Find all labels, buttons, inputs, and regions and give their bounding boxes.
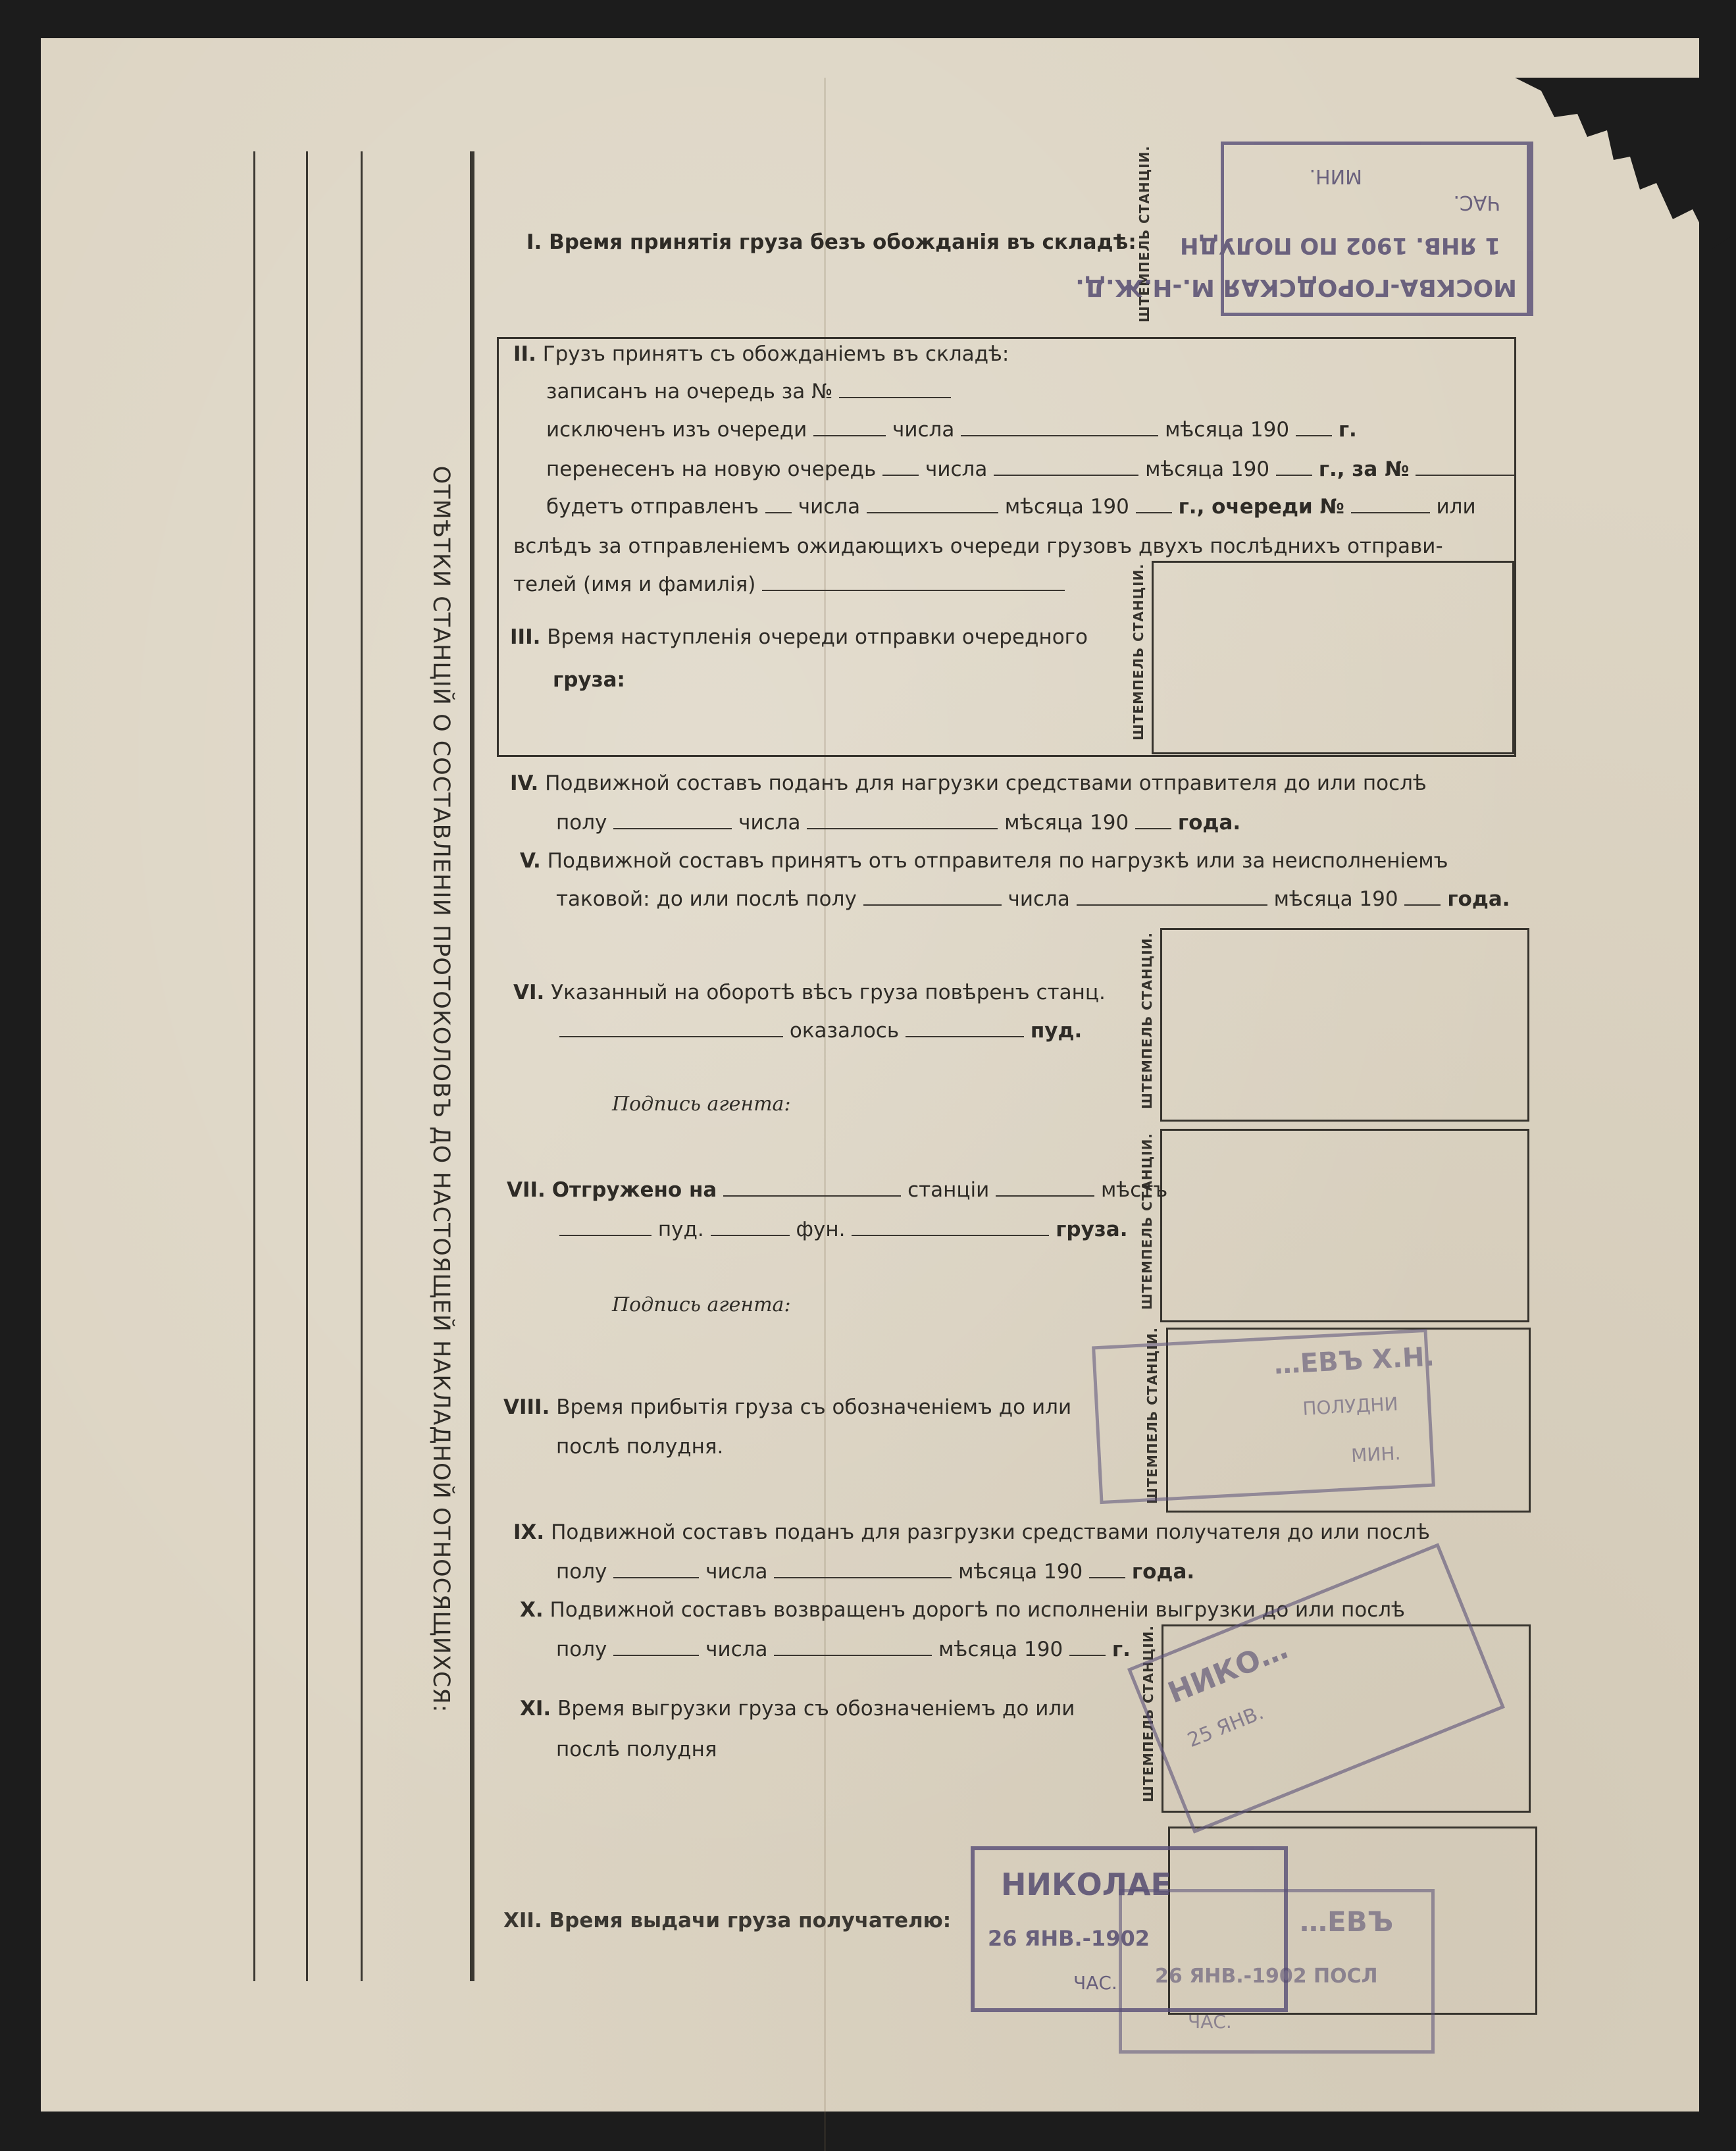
label: числа — [925, 457, 988, 481]
section-number: XII. — [503, 1909, 542, 1932]
stamp-line: 26 ЯНВ.-1902 ПОСЛ — [1155, 1965, 1378, 1988]
section-label: Подвижной составъ поданъ для разгрузки средствами получателя до или послѣ — [551, 1520, 1430, 1544]
blank-field[interactable] — [765, 498, 792, 513]
section-6-line-2 — [559, 1019, 1082, 1043]
label: мѣсяца 190 — [958, 1560, 1083, 1584]
section-number: V. — [520, 849, 541, 873]
label: полу — [556, 811, 607, 835]
section-label: Грузъ принятъ съ обожданіемъ въ складѣ: — [542, 342, 1009, 366]
section-11-line-1 — [520, 1697, 1075, 1721]
section-7-line-1 — [507, 1178, 1167, 1202]
label: числа — [738, 811, 801, 835]
label: мѣсяца 190 — [1004, 495, 1129, 519]
section-8-line-1 — [503, 1395, 1071, 1419]
label: Отгружено на — [551, 1178, 717, 1202]
label: числа — [892, 418, 955, 442]
section-label: Время выдачи груза получателю: — [549, 1909, 952, 1932]
section-label: Подвижной составъ возвращенъ дорогѣ по исполненіи выгрузки до или послѣ — [549, 1598, 1405, 1622]
section-2-line-2 — [546, 418, 1357, 442]
torn-corner — [1515, 78, 1736, 288]
section-number: X. — [520, 1598, 544, 1622]
section-number: I. — [526, 230, 542, 254]
stamp-line: ЧАС. — [1188, 2011, 1232, 2033]
stamp-line: ЧАС. — [1073, 1972, 1117, 1994]
label: оказалось — [789, 1019, 900, 1043]
stamp-box-section-6 — [1160, 928, 1529, 1122]
stamp-box-section-7 — [1160, 1129, 1529, 1322]
margin-rule-1 — [253, 151, 255, 1981]
label: пуд. — [1030, 1019, 1083, 1043]
section-label: Подвижной составъ поданъ для нагрузки средствами отправителя до или послѣ — [545, 771, 1427, 795]
blank-field[interactable] — [994, 460, 1138, 476]
section-label: Время прибытія груза съ обозначеніемъ до или — [556, 1395, 1072, 1419]
section-label: Время принятія груза безъ обожданія въ складѣ: — [549, 230, 1136, 254]
blank-field[interactable] — [961, 421, 1158, 436]
section-9-line-1 — [513, 1520, 1430, 1544]
stamp-line: 26 ЯНВ.-1902 — [988, 1926, 1150, 1951]
blank-field[interactable] — [882, 460, 919, 476]
section-label: Подвижной составъ принятъ отъ отправителя по нагрузкѣ или за неисполненіемъ — [547, 849, 1448, 873]
stamp-label: ШТЕМПЕЛЬ СТАНЦІИ. — [1144, 1326, 1160, 1504]
section-label: Время выгрузки груза съ обозначеніемъ до или — [557, 1697, 1075, 1721]
stamp-line: НИКО… — [1163, 1632, 1293, 1711]
label: мѣсяца 190 — [938, 1638, 1063, 1661]
section-2-line-1 — [546, 380, 951, 403]
section-number: VI. — [513, 981, 545, 1004]
label: исключенъ изъ очереди — [546, 418, 807, 442]
label: г., за № — [1318, 457, 1410, 481]
blank-field[interactable] — [1416, 460, 1514, 476]
label: будетъ отправленъ — [546, 495, 759, 519]
section-9-line-2 — [556, 1560, 1194, 1584]
section-5-line-2 — [556, 887, 1510, 911]
station-notes-vertical-heading: ОТМѢТКИ СТАНЦІЙ О СОСТАВЛЕНІИ ПРОТОКОЛОВЪ ДО НАСТОЯЩЕЙ НАКЛАДНОЙ ОТНОСЯЩИХСЯ: — [428, 465, 454, 1713]
label: телей (имя и фамилія) — [513, 573, 756, 596]
stamp-label: ШТЕМПЕЛЬ СТАНЦІИ. — [1140, 1624, 1156, 1802]
margin-rule-3 — [361, 151, 363, 1981]
blank-field[interactable] — [1404, 890, 1441, 906]
label: фун. — [796, 1218, 846, 1241]
section-5-line-1 — [520, 849, 1448, 873]
section-4-line-2 — [556, 811, 1240, 835]
section-7-line-2 — [559, 1218, 1128, 1241]
label: числа — [705, 1638, 768, 1661]
label: года. — [1177, 811, 1241, 835]
section-2-line-4 — [546, 495, 1476, 519]
blank-field[interactable] — [1136, 498, 1172, 513]
blank-field[interactable] — [813, 421, 886, 436]
blank-field[interactable] — [839, 382, 951, 398]
label: г. — [1338, 418, 1357, 442]
blank-field[interactable] — [559, 1022, 783, 1037]
stamp-line: …ЕВЪ — [1300, 1905, 1394, 1938]
label: полу — [556, 1560, 607, 1584]
label: мѣсяца 190 — [1165, 418, 1290, 442]
label: мѣсяца 190 — [1145, 457, 1270, 481]
label: груза. — [1056, 1218, 1128, 1241]
section-2-title — [513, 342, 1009, 366]
section-2-line-3 — [546, 457, 1514, 481]
section-8-line-2: послѣ полудня. — [556, 1435, 724, 1459]
section-3-line-1 — [510, 625, 1088, 649]
stamp-label: ШТЕМПЕЛЬ СТАНЦІИ. — [1131, 563, 1146, 740]
label: года. — [1131, 1560, 1195, 1584]
blank-field[interactable] — [906, 1022, 1024, 1037]
label: года. — [1447, 887, 1510, 911]
label: перенесенъ на новую очередь — [546, 457, 877, 481]
section-number: VII. — [507, 1178, 546, 1202]
label: станціи — [907, 1178, 990, 1202]
stamp-line: 1 ЯНВ. 1902 ПО ПОЛУДН — [1179, 232, 1500, 259]
label: мѣстъ — [1101, 1178, 1168, 1202]
label: полу — [556, 1638, 607, 1661]
blank-field[interactable] — [613, 1640, 699, 1656]
label: мѣсяца 190 — [1273, 887, 1398, 911]
section-number: II. — [513, 342, 536, 366]
agent-signature-label: Подпись агента: — [612, 1293, 791, 1316]
blank-field[interactable] — [807, 814, 998, 829]
label: числа — [705, 1560, 768, 1584]
blank-field[interactable] — [774, 1640, 932, 1656]
stamp-label: ШТЕМПЕЛЬ СТАНЦІИ. — [1139, 1132, 1155, 1310]
blank-field[interactable] — [774, 1563, 952, 1578]
margin-rule-4 — [470, 151, 474, 1981]
label: или — [1436, 495, 1476, 519]
stamp-label: ШТЕМПЕЛЬ СТАНЦІИ. — [1136, 145, 1152, 323]
blank-field[interactable] — [1276, 460, 1312, 476]
stamp-line: ПОЛУДНИ — [1302, 1393, 1399, 1420]
section-label: Указанный на оборотѣ вѣсъ груза повѣренъ станц. — [551, 981, 1106, 1004]
stamp-label: ШТЕМПЕЛЬ СТАНЦІИ. — [1139, 931, 1155, 1109]
section-6-line-1 — [513, 981, 1106, 1004]
station-stamp-section-8 — [1092, 1326, 1435, 1504]
section-number: III. — [510, 625, 541, 649]
blank-field[interactable] — [1089, 1563, 1125, 1578]
agent-signature-label: Подпись агента: — [612, 1093, 791, 1116]
blank-field[interactable] — [762, 575, 1065, 591]
section-label: Время наступленія очереди отправки очередного — [547, 625, 1088, 649]
queue-label: записанъ на очередь за № — [546, 380, 833, 403]
section-12-text — [503, 1909, 951, 1932]
section-1-text — [526, 230, 1136, 254]
stamp-line: МИН. — [1350, 1442, 1402, 1467]
blank-field[interactable] — [1351, 498, 1430, 513]
label: числа — [798, 495, 861, 519]
label: мѣсяца 190 — [1004, 811, 1129, 835]
blank-field[interactable] — [1135, 814, 1171, 829]
blank-field[interactable] — [852, 1220, 1049, 1236]
section-11-line-2: послѣ полудня — [556, 1738, 717, 1761]
blank-field[interactable] — [613, 1563, 699, 1578]
blank-field[interactable] — [711, 1220, 790, 1236]
stamp-line: ЧАС. — [1453, 191, 1500, 214]
section-3-line-2: груза: — [553, 668, 625, 692]
blank-field[interactable] — [613, 814, 732, 829]
stamp-line: МОСКВА-ГОРОДСКАЯ М.-Н.Ж.Д. — [1075, 274, 1517, 301]
blank-field[interactable] — [1077, 890, 1267, 906]
stamp-line: 25 ЯНВ. — [1184, 1701, 1267, 1753]
section-number: VIII. — [503, 1395, 550, 1419]
blank-field[interactable] — [559, 1220, 651, 1236]
section-10-line-2 — [556, 1638, 1131, 1661]
label: г., очереди № — [1178, 495, 1344, 519]
stamp-line: НИКОЛАЕ — [1001, 1867, 1171, 1902]
section-4-line-1 — [510, 771, 1427, 795]
label: числа — [1008, 887, 1070, 911]
label: г. — [1111, 1638, 1131, 1661]
blank-field[interactable] — [996, 1181, 1094, 1197]
section-number: IX. — [513, 1520, 545, 1544]
stamp-line: …ЕВЪ Х.Н. — [1273, 1341, 1435, 1381]
blank-field[interactable] — [1069, 1640, 1106, 1656]
station-stamp-nikolaev-2 — [1119, 1889, 1435, 2054]
section-2-line-6 — [513, 573, 1065, 596]
blank-field[interactable] — [723, 1181, 901, 1197]
label: таковой: до или послѣ полу — [556, 887, 857, 911]
section-2-line-5: вслѣдъ за отправленіемъ ожидающихъ очереди грузовъ двухъ послѣднихъ отправи- — [513, 534, 1443, 558]
blank-field[interactable] — [1296, 421, 1332, 436]
section-number: XI. — [520, 1697, 551, 1721]
blank-field[interactable] — [863, 890, 1002, 906]
stamp-box-section-3 — [1152, 561, 1514, 754]
margin-rule-2 — [306, 151, 308, 1981]
label: пуд. — [657, 1218, 704, 1241]
section-number: IV. — [510, 771, 539, 795]
blank-field[interactable] — [867, 498, 998, 513]
stamp-line: МИН. — [1309, 165, 1362, 188]
